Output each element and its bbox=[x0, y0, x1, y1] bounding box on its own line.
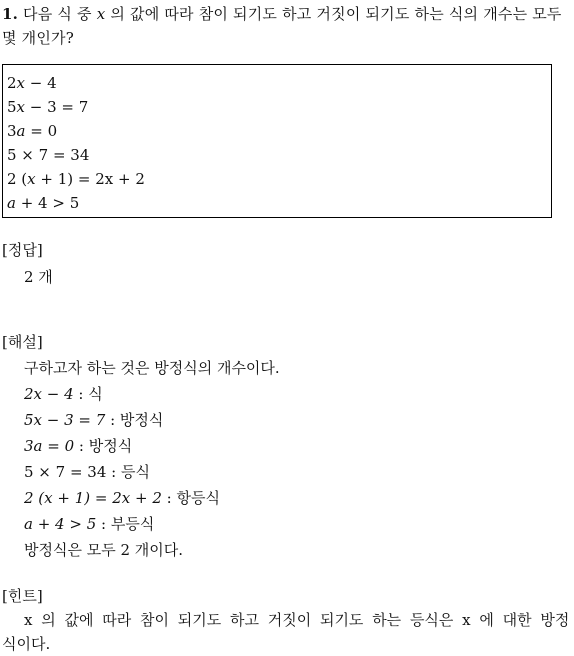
question-text-before: 다음 식 중 bbox=[23, 5, 92, 23]
expression-line: 5 × 7 = 34 bbox=[7, 146, 90, 164]
question bbox=[2, 2, 570, 50]
expression-line: 2x − 4 bbox=[7, 74, 57, 92]
hint-heading: [힌트] bbox=[2, 587, 43, 605]
question-text-after: 의 값에 따라 참이 되기도 하고 거짓이 되기도 하는 식의 개수는 모두 몇 개인가? bbox=[2, 5, 562, 47]
explanation-item: a + 4 > 5 : 부등식 bbox=[24, 515, 155, 533]
explanation-item: 5x − 3 = 7 : 방정식 bbox=[24, 411, 164, 429]
explanation-item: 5 × 7 = 34 : 등식 bbox=[24, 463, 150, 481]
question-variable: x bbox=[96, 5, 106, 23]
expression-line: 2 (x + 1) = 2x + 2 bbox=[7, 170, 145, 188]
explanation-item: 2x − 4 : 식 bbox=[24, 385, 103, 403]
explanation-conclusion: 방정식은 모두 2 개이다. bbox=[24, 541, 184, 559]
expression-line: 5x − 3 = 7 bbox=[7, 98, 89, 116]
explanation-item: 3a = 0 : 방정식 bbox=[24, 437, 133, 455]
explanation-heading: [해설] bbox=[2, 333, 43, 351]
expression-line: 3a = 0 bbox=[7, 122, 58, 140]
explanation-item: 2 (x + 1) = 2x + 2 : 항등식 bbox=[24, 489, 220, 507]
answer-value: 2 개 bbox=[24, 268, 53, 286]
question-number: 1. bbox=[2, 5, 19, 23]
hint-text: x 의 값에 따라 참이 되기도 하고 거짓이 되기도 하는 등식은 x 에 대한 방정식이다. bbox=[2, 611, 570, 653]
expression-line: a + 4 > 5 bbox=[7, 194, 80, 212]
explanation-intro: 구하고자 하는 것은 방정식의 개수이다. bbox=[24, 359, 280, 377]
expression-box bbox=[2, 64, 552, 218]
answer-heading: [정답] bbox=[2, 241, 43, 259]
